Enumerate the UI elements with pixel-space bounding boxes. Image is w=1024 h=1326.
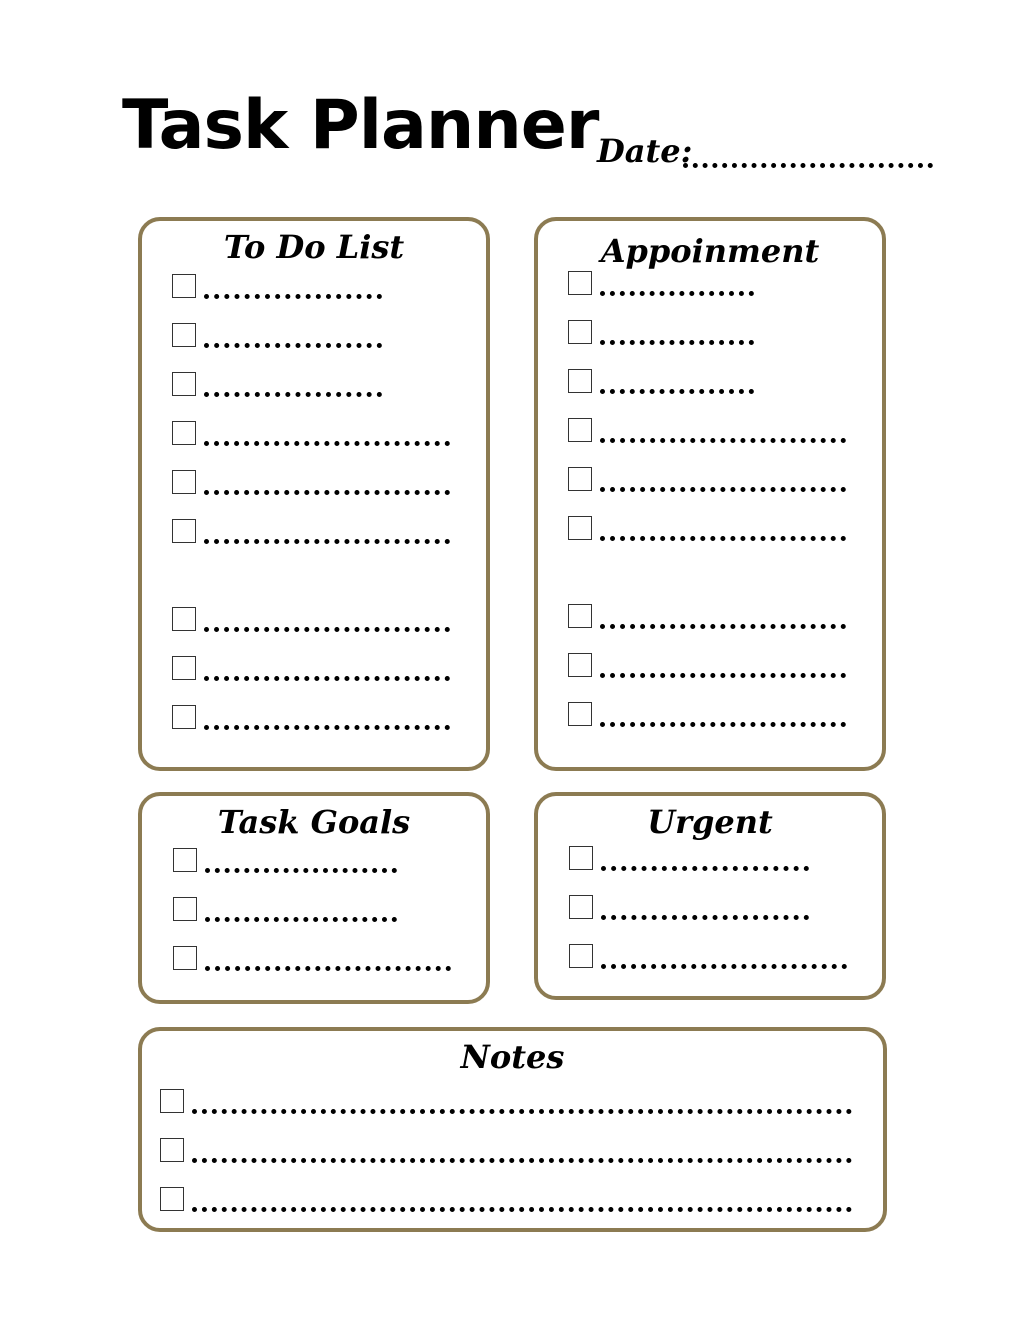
page-title: Task Planner [122, 86, 599, 165]
checkbox[interactable] [568, 653, 592, 677]
todo-list-box [138, 217, 490, 771]
entry-line[interactable] [600, 291, 754, 296]
checkbox[interactable] [172, 656, 196, 680]
appointment-title: Appoinment [600, 232, 820, 270]
entry-line[interactable] [600, 722, 846, 727]
entry-line[interactable] [204, 490, 450, 495]
checkbox[interactable] [173, 946, 197, 970]
entry-line[interactable] [204, 343, 382, 348]
task-goals-box [138, 792, 490, 1004]
notes-title: Notes [460, 1038, 565, 1076]
entry-line[interactable] [204, 627, 450, 632]
entry-line[interactable] [205, 868, 397, 873]
entry-line[interactable] [204, 539, 450, 544]
checkbox[interactable] [172, 372, 196, 396]
entry-line[interactable] [600, 624, 846, 629]
entry-line[interactable] [600, 389, 754, 394]
checkbox[interactable] [173, 848, 197, 872]
entry-line[interactable] [205, 917, 397, 922]
checkbox[interactable] [172, 607, 196, 631]
entry-line[interactable] [600, 340, 754, 345]
checkbox[interactable] [172, 421, 196, 445]
entry-line[interactable] [192, 1109, 852, 1114]
task-goals-title: Task Goals [217, 803, 411, 841]
urgent-box [534, 792, 886, 1000]
checkbox[interactable] [568, 320, 592, 344]
checkbox[interactable] [172, 519, 196, 543]
todo-list-title: To Do List [223, 228, 405, 266]
checkbox[interactable] [569, 895, 593, 919]
entry-line[interactable] [204, 441, 450, 446]
checkbox[interactable] [569, 846, 593, 870]
appointment-box [534, 217, 886, 771]
entry-line[interactable] [204, 676, 450, 681]
checkbox[interactable] [160, 1089, 184, 1113]
checkbox[interactable] [568, 467, 592, 491]
entry-line[interactable] [204, 294, 382, 299]
entry-line[interactable] [600, 536, 846, 541]
checkbox[interactable] [568, 369, 592, 393]
entry-line[interactable] [205, 966, 451, 971]
entry-line[interactable] [192, 1207, 852, 1212]
checkbox[interactable] [568, 516, 592, 540]
checkbox[interactable] [160, 1187, 184, 1211]
date-input-line[interactable] [683, 163, 933, 168]
checkbox[interactable] [172, 470, 196, 494]
entry-line[interactable] [204, 725, 450, 730]
entry-line[interactable] [600, 673, 846, 678]
date-label: Date: [597, 132, 693, 170]
urgent-title: Urgent [647, 803, 773, 841]
checkbox[interactable] [173, 897, 197, 921]
checkbox[interactable] [569, 944, 593, 968]
entry-line[interactable] [600, 487, 846, 492]
checkbox[interactable] [172, 323, 196, 347]
checkbox[interactable] [568, 604, 592, 628]
checkbox[interactable] [568, 418, 592, 442]
entry-line[interactable] [204, 392, 382, 397]
entry-line[interactable] [601, 915, 809, 920]
checkbox[interactable] [568, 271, 592, 295]
entry-line[interactable] [601, 866, 809, 871]
notes-box [138, 1027, 887, 1232]
checkbox[interactable] [160, 1138, 184, 1162]
entry-line[interactable] [601, 964, 847, 969]
checkbox[interactable] [568, 702, 592, 726]
entry-line[interactable] [192, 1158, 852, 1163]
checkbox[interactable] [172, 274, 196, 298]
entry-line[interactable] [600, 438, 846, 443]
checkbox[interactable] [172, 705, 196, 729]
